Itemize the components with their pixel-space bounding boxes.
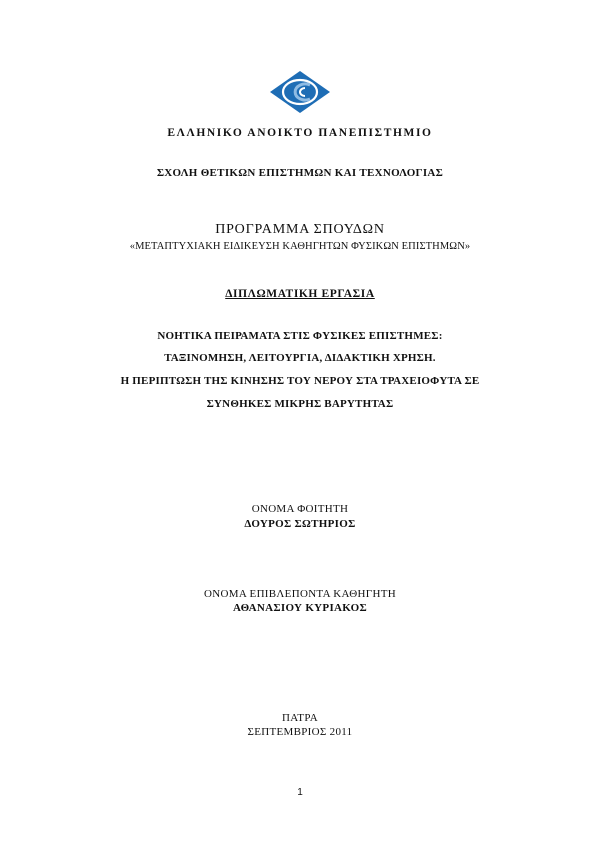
university-logo-icon [269, 70, 331, 114]
page-number: 1 [297, 787, 303, 798]
program-subtitle: «ΜΕΤΑΠΤΥΧΙΑΚΗ ΕΙΔΙΚΕΥΣΗ ΚΑΘΗΓΗΤΩΝ ΦΥΣΙΚΩΝ ΕΠΙΣΤΗΜΩΝ» [129, 241, 471, 252]
thesis-title-line-1: ΝΟΗΤΙΚΑ ΠΕΙΡΑΜΑΤΑ ΣΤΙΣ ΦΥΣΙΚΕΣ ΕΠΙΣΤΗΜΕΣ: [157, 330, 443, 342]
thesis-title-line-4: ΣΥΝΘΗΚΕΣ ΜΙΚΡΗΣ ΒΑΡΥΤΗΤΑΣ [206, 398, 394, 410]
thesis-title-line-2: ΤΑΞΙΝΟΜΗΣΗ, ΛΕΙΤΟΥΡΓΙΑ, ΔΙΔΑΚΤΙΚΗ ΧΡΗΣΗ. [164, 352, 436, 364]
supervisor-label: ΟΝΟΜΑ ΕΠΙΒΛΕΠΟΝΤΑ ΚΑΘΗΓΗΤΗ [204, 588, 396, 600]
thesis-title-line-3: Η ΠΕΡΙΠΤΩΣΗ ΤΗΣ ΚΙΝΗΣΗΣ ΤΟΥ ΝΕΡΟΥ ΣΤΑ ΤΡΑΧΕΙΟΦΥΤΑ ΣΕ [120, 375, 480, 387]
student-name: ΔΟΥΡΟΣ ΣΩΤΗΡΙΟΣ [244, 518, 356, 530]
thesis-type-heading: ΔΙΠΛΩΜΑΤΙΚΗ ΕΡΓΑΣΙΑ [225, 288, 375, 300]
city: ΠΑΤΡΑ [282, 712, 318, 724]
date: ΣΕΠΤΕΜΒΡΙΟΣ 2011 [247, 726, 353, 738]
university-name: ΕΛΛΗΝΙΚΟ ΑΝΟΙΚΤΟ ΠΑΝΕΠΙΣΤΗΜΙΟ [167, 127, 433, 139]
student-label: ΟΝΟΜΑ ΦΟΙΤΗΤΗ [251, 503, 349, 515]
school-name: ΣΧΟΛΗ ΘΕΤΙΚΩΝ ΕΠΙΣΤΗΜΩΝ ΚΑΙ ΤΕΧΝΟΛΟΓΙΑΣ [156, 167, 444, 179]
supervisor-name: ΑΘΑΝΑΣΙΟΥ ΚΥΡΙΑΚΟΣ [233, 602, 367, 614]
program-heading: ΠΡΟΓΡΑΜΜΑ ΣΠΟΥΔΩΝ [215, 222, 385, 237]
